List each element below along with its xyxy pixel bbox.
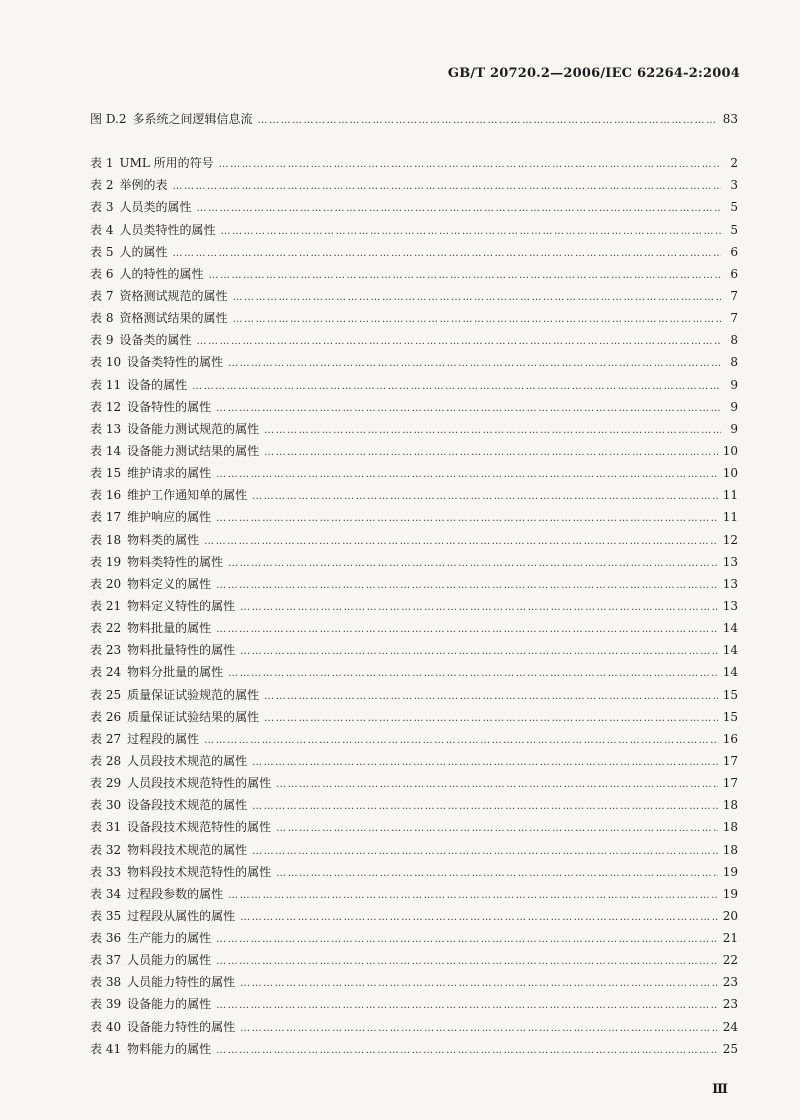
toc-entry-title: 物料分批量的属性 [127,665,224,680]
toc-table-entry[interactable] [90,440,738,462]
toc-entry-title: 设备能力的属性 [127,997,212,1012]
toc-table-entry[interactable] [90,661,738,683]
toc-leader-dots [252,796,718,818]
toc-entry-label: 表 17 [90,510,122,525]
toc-leader-dots [216,951,718,973]
toc-table-entry[interactable] [90,971,738,993]
toc-entry-label: 表 29 [90,776,122,791]
toc-leader-dots [228,353,721,375]
toc-entry-page: 15 [722,709,738,724]
toc-entry-page: 21 [722,931,738,946]
toc-entry-title: 人员能力的属性 [127,953,212,968]
toc-leader-dots [216,398,721,420]
toc-entry-label: 表 36 [90,931,122,946]
toc-entry-page: 8 [730,355,738,370]
toc-table-entry[interactable] [90,639,738,661]
toc-table-entry[interactable] [90,883,738,905]
toc-entry-label: 表 41 [90,1041,122,1056]
toc-entry-title: 设备类的属性 [119,333,192,348]
toc-leader-dots [196,198,721,220]
toc-entry-title: 过程段参数的属性 [127,886,224,901]
toc-entry-label: 图 D.2 [90,112,127,126]
toc-entry-page: 8 [730,333,738,348]
toc-entry-label: 表 37 [90,953,122,968]
toc-entry-label: 表 40 [90,1019,122,1034]
toc-table-entry[interactable] [90,374,738,396]
toc-entry-label: 表 13 [90,421,122,436]
toc-entry-page: 14 [722,643,738,658]
toc-entry-label: 表 24 [90,665,122,680]
toc-leader-dots [192,376,721,398]
toc-table-entry[interactable] [90,174,738,196]
toc-table-entry[interactable] [90,152,738,174]
toc-leader-dots [252,841,718,863]
toc-table-entry[interactable] [90,728,738,750]
toc-entry-label: 表 19 [90,554,122,569]
toc-entry-title: 维护响应的属性 [127,510,212,525]
toc-entry-title: 设备能力测试规范的属性 [127,421,260,436]
toc-entry-label: 表 11 [90,377,122,392]
toc-entry-title: 过程段从属性的属性 [127,908,236,923]
toc-entry-label: 表 32 [90,842,122,857]
toc-entry-title: 人员能力特性的属性 [127,975,236,990]
toc-entry-title: 生产能力的属性 [127,931,212,946]
toc-table-entry[interactable] [90,684,738,706]
toc-leader-dots [264,708,718,730]
toc-entry-page: 83 [722,112,738,126]
toc-entry-title: 质量保证试验规范的属性 [127,687,260,702]
toc-leader-dots [216,929,718,951]
toc-table-entry[interactable] [90,529,738,551]
toc-table-entry[interactable] [90,241,738,263]
page-number: Ⅲ [712,1082,728,1097]
toc-entry-label: 表 16 [90,488,122,503]
standard-code-header: GB/T 20720.2—2006/IEC 62264-2:2004 [447,66,740,81]
toc-table-entry[interactable] [90,617,738,639]
toc-leader-dots [208,265,721,287]
toc-entry-page: 14 [722,621,738,636]
toc-leader-dots [240,973,718,995]
toc-entry-title: 物料段技术规范特性的属性 [127,864,272,879]
toc-leader-dots [204,730,718,752]
toc-entry-page: 9 [730,399,738,414]
toc-entry-page: 6 [730,266,738,281]
toc-leader-dots [240,641,718,663]
toc-entry-page: 2 [730,156,738,171]
toc-entry-title: 物料类的属性 [127,532,200,547]
toc-figure-entry[interactable] [90,108,738,130]
toc-table-entry[interactable] [90,263,738,285]
toc-entry-label: 表 7 [90,288,114,303]
toc-table-entry[interactable] [90,551,738,573]
toc-entry-title: 物料段技术规范的属性 [127,842,248,857]
toc-entry-label: 表 22 [90,621,122,636]
toc-entry-title: 人员段技术规范特性的属性 [127,776,272,791]
toc-table-entries [90,152,738,1060]
toc-leader-dots [276,863,718,885]
toc-entry-page: 13 [722,598,738,613]
toc-entry-page: 5 [730,222,738,237]
toc-entry-page: 3 [730,178,738,193]
toc-entry-title: 维护工作通知单的属性 [127,488,248,503]
toc-entry-page: 19 [722,886,738,901]
toc-leader-dots [257,110,717,132]
toc-entry-label: 表 28 [90,753,122,768]
toc-table-entry[interactable] [90,307,738,329]
toc-leader-dots [232,287,721,309]
toc-entry-page: 7 [730,288,738,303]
toc-entry-label: 表 10 [90,355,122,370]
toc-entry-label: 表 39 [90,997,122,1012]
toc-list [90,108,738,1060]
toc-leader-dots [240,597,718,619]
toc-entry-label: 表 6 [90,266,114,281]
toc-entry-label: 表 27 [90,731,122,746]
toc-table-entry[interactable] [90,794,738,816]
toc-leader-dots [220,221,721,243]
toc-table-entry[interactable] [90,993,738,1015]
toc-entry-title: UML 所用的符号 [119,156,214,171]
toc-entry-label: 表 20 [90,576,122,591]
toc-entry-label: 表 33 [90,864,122,879]
toc-entry-title: 物料批量特性的属性 [127,643,236,658]
toc-entry-title: 设备段技术规范特性的属性 [127,820,272,835]
toc-entry-label: 表 38 [90,975,122,990]
toc-entry-label: 表 31 [90,820,122,835]
toc-entry-page: 15 [722,687,738,702]
toc-leader-dots [216,619,718,641]
toc-entry-title: 设备段技术规范的属性 [127,798,248,813]
toc-entry-title: 资格测试结果的属性 [119,311,228,326]
toc-table-entry[interactable] [90,1038,738,1060]
toc-entry-page: 10 [722,466,738,481]
toc-entry-page: 23 [722,997,738,1012]
toc-entry-page: 16 [722,731,738,746]
toc-entry-label: 表 21 [90,598,122,613]
toc-leader-dots [216,995,718,1017]
toc-leader-dots [264,420,721,442]
toc-entry-page: 24 [722,1019,738,1034]
toc-entry-label: 表 30 [90,798,122,813]
toc-entry-label: 表 8 [90,311,114,326]
toc-entry-title: 人的属性 [119,244,168,259]
toc-entry-title: 多系统之间逻辑信息流 [132,112,253,126]
toc-leader-dots [264,442,718,464]
toc-entry-page: 18 [722,842,738,857]
toc-entry-title: 设备类特性的属性 [127,355,224,370]
toc-leader-dots [228,553,718,575]
toc-leader-dots [216,1040,718,1062]
toc-entry-title: 维护请求的属性 [127,466,212,481]
toc-entry-title: 过程段的属性 [127,731,200,746]
toc-leader-dots [216,575,718,597]
toc-entry-label: 表 35 [90,908,122,923]
toc-entry-title: 设备能力特性的属性 [127,1019,236,1034]
toc-entry-label: 表 15 [90,466,122,481]
toc-entry-title: 物料定义特性的属性 [127,598,236,613]
toc-leader-dots [204,531,718,553]
toc-entry-title: 资格测试规范的属性 [119,288,228,303]
toc-entry-page: 25 [722,1041,738,1056]
toc-table-entry[interactable] [90,329,738,351]
toc-entry-page: 18 [722,820,738,835]
toc-table-entry[interactable] [90,861,738,883]
toc-entry-page: 17 [722,776,738,791]
toc-leader-dots [264,686,718,708]
toc-table-entry[interactable] [90,839,738,861]
toc-leader-dots [228,885,718,907]
toc-entry-label: 表 9 [90,333,114,348]
toc-entry-title: 物料类特性的属性 [127,554,224,569]
toc-table-entry[interactable] [90,396,738,418]
toc-entry-title: 物料能力的属性 [127,1041,212,1056]
toc-table-entry[interactable] [90,219,738,241]
toc-entry-page: 17 [722,753,738,768]
toc-entry-page: 13 [722,554,738,569]
toc-table-entry[interactable] [90,772,738,794]
toc-table-entry[interactable] [90,351,738,373]
toc-table-entry[interactable] [90,462,738,484]
toc-table-entry[interactable] [90,905,738,927]
toc-entry-label: 表 26 [90,709,122,724]
toc-entry-label: 表 3 [90,200,114,215]
toc-entry-page: 6 [730,244,738,259]
toc-table-entry[interactable] [90,418,738,440]
toc-leader-dots [228,663,718,685]
toc-table-entry[interactable] [90,949,738,971]
toc-entry-label: 表 18 [90,532,122,547]
toc-entry-page: 9 [730,421,738,436]
toc-entry-title: 质量保证试验结果的属性 [127,709,260,724]
toc-entry-page: 13 [722,576,738,591]
toc-entry-page: 18 [722,798,738,813]
toc-table-entry[interactable] [90,816,738,838]
toc-leader-dots [232,309,721,331]
toc-leader-dots [252,752,718,774]
toc-leader-dots [276,774,718,796]
toc-entry-label: 表 25 [90,687,122,702]
toc-leader-dots [276,818,718,840]
toc-leader-dots [240,1018,718,1040]
toc-entry-title: 人员类特性的属性 [119,222,216,237]
toc-table-entry[interactable] [90,595,738,617]
toc-table-entry[interactable] [90,1016,738,1038]
toc-entry-title: 举例的表 [119,178,168,193]
toc-leader-dots [196,331,721,353]
toc-entry-title: 人的特性的属性 [119,266,204,281]
toc-entry-label: 表 23 [90,643,122,658]
toc-table-entry[interactable] [90,706,738,728]
toc-entry-page: 23 [722,975,738,990]
toc-entry-page: 22 [722,953,738,968]
toc-entry-page: 14 [722,665,738,680]
toc-entry-page: 20 [722,908,738,923]
toc-leader-dots [216,508,718,530]
toc-entry-title: 物料批量的属性 [127,621,212,636]
toc-table-entry[interactable] [90,484,738,506]
toc-entry-title: 设备能力测试结果的属性 [127,443,260,458]
toc-table-entry[interactable] [90,927,738,949]
toc-leader-dots [240,907,718,929]
toc-entry-label: 表 4 [90,222,114,237]
toc-entry-title: 人员段技术规范的属性 [127,753,248,768]
toc-table-entry[interactable] [90,285,738,307]
toc-entry-page: 19 [722,864,738,879]
toc-leader-dots [172,243,721,265]
toc-entry-label: 表 5 [90,244,114,259]
toc-table-entry[interactable] [90,750,738,772]
toc-entry-page: 12 [722,532,738,547]
toc-entry-page: 10 [722,443,738,458]
toc-entry-page: 7 [730,311,738,326]
toc-entry-title: 设备特性的属性 [127,399,212,414]
toc-entry-label: 表 12 [90,399,122,414]
toc-entry-title: 设备的属性 [127,377,188,392]
toc-entry-page: 11 [722,510,738,525]
toc-entry-label: 表 34 [90,886,122,901]
toc-entry-page: 9 [730,377,738,392]
toc-entry-page: 5 [730,200,738,215]
toc-entry-title: 人员类的属性 [119,200,192,215]
toc-entry-label: 表 2 [90,178,114,193]
toc-table-entry[interactable] [90,196,738,218]
toc-leader-dots [252,486,718,508]
toc-leader-dots [216,464,718,486]
toc-entry-title: 物料定义的属性 [127,576,212,591]
toc-table-entry[interactable] [90,573,738,595]
toc-leader-dots [219,154,721,176]
toc-entry-page: 11 [722,488,738,503]
toc-entry-label: 表 14 [90,443,122,458]
toc-table-entry[interactable] [90,506,738,528]
toc-entry-label: 表 1 [90,156,114,171]
toc-leader-dots [172,176,721,198]
